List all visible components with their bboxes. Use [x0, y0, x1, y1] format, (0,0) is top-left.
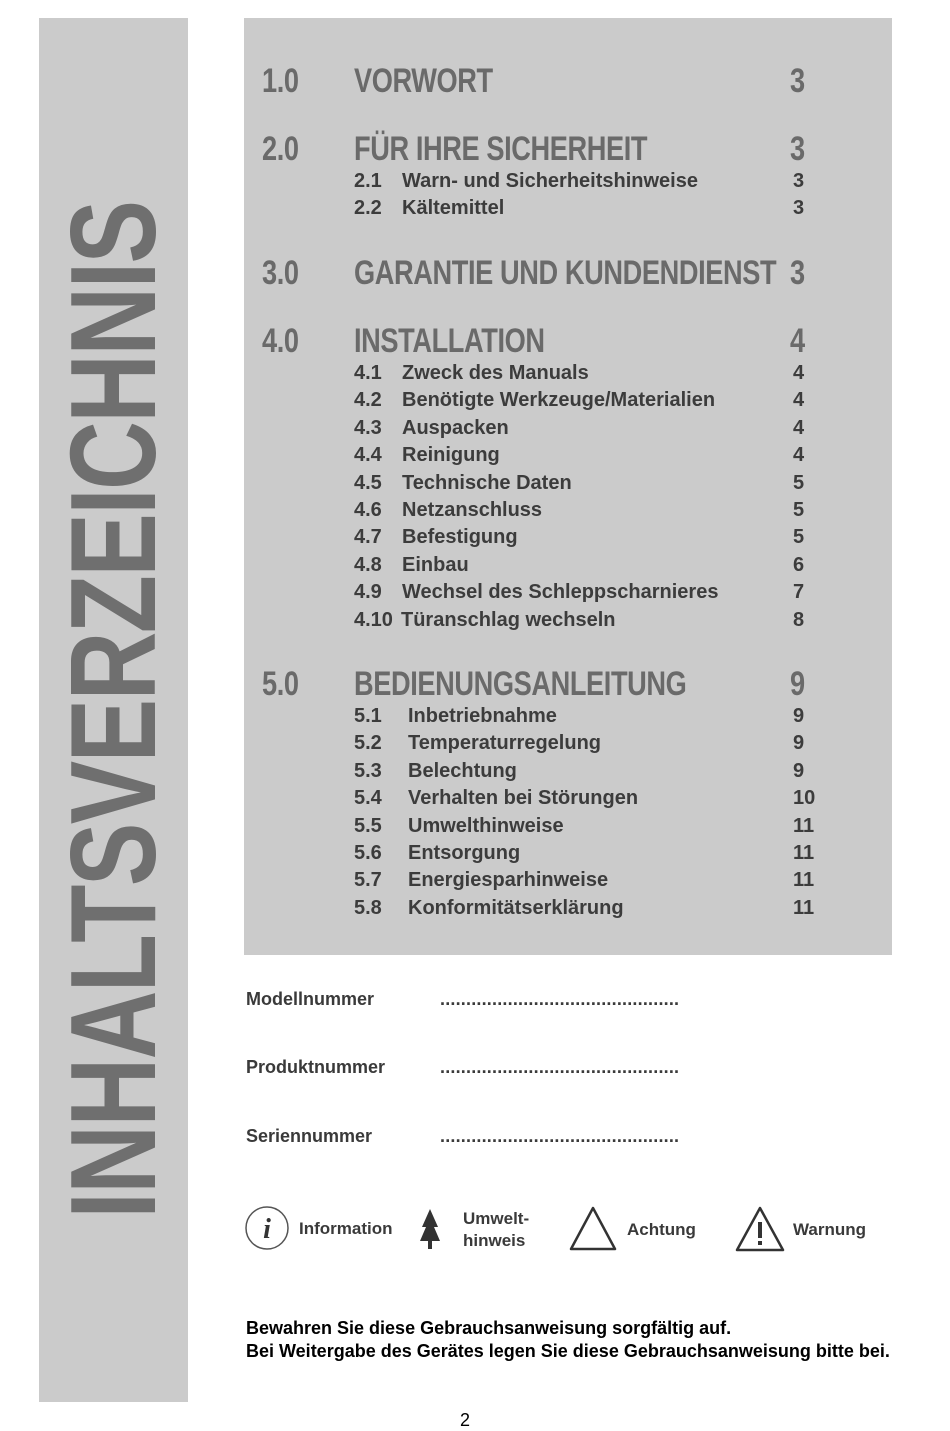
toc-subsection-page: 4 — [793, 416, 805, 439]
toc-subsection — [244, 760, 892, 784]
legend-label: hinweis — [463, 1231, 526, 1250]
field-label: Modellnummer — [246, 989, 375, 1009]
toc-subsection-page: 9 — [793, 759, 805, 782]
toc-subsection-title: Konformitätserklärung — [408, 896, 624, 919]
legend-information — [244, 1205, 404, 1253]
toc-subsection-title: Netzanschluss — [402, 499, 543, 521]
toc-section-page: 9 — [790, 665, 806, 703]
toc-section-number: 4.0 — [262, 322, 299, 360]
toc-section-title: BEDIENUNGSANLEITUNG — [354, 665, 687, 703]
toc-subsection — [244, 609, 892, 633]
field-label: Produktnummer — [246, 1057, 386, 1077]
tree-icon — [418, 1209, 442, 1255]
toc-subsection-title: Belechtung — [408, 759, 517, 782]
toc-subsection-number: 4.2 — [354, 389, 382, 412]
toc-subsection-page: 9 — [793, 705, 805, 727]
toc-subsection-title: Reinigung — [402, 444, 500, 467]
field-label: Seriennummer — [246, 1126, 373, 1146]
legend-caution — [568, 1205, 718, 1253]
toc-section-page: 3 — [790, 130, 806, 168]
toc-section-title: INSTALLATION — [354, 322, 545, 360]
vertical-title: INHALTSVERZEICHNIS — [45, 201, 181, 1219]
toc-subsection-page: 9 — [793, 732, 805, 755]
legend-warning — [734, 1205, 884, 1253]
toc-subsection — [244, 897, 892, 921]
toc-subsection — [244, 170, 892, 194]
toc-subsection-page: 3 — [793, 170, 805, 192]
toc-subsection-number: 4.7 — [354, 526, 382, 549]
toc-subsection-title: Warn- und Sicherheitshinweise — [402, 170, 698, 192]
toc-subsection-page: 10 — [793, 787, 816, 810]
table-of-contents — [244, 18, 892, 955]
toc-subsection — [244, 472, 892, 496]
toc-subsection-number: 4.10 — [354, 608, 393, 631]
toc-subsection-title: Energiesparhinweise — [408, 869, 609, 892]
toc-subsection-title: Einbau — [402, 553, 469, 576]
legend-environment — [418, 1205, 548, 1253]
toc-subsection-title: Zweck des Manuals — [402, 362, 589, 384]
toc-subsection — [244, 787, 892, 811]
toc-section-1-0 — [244, 62, 892, 102]
toc-subsection — [244, 815, 892, 839]
toc-subsection — [244, 444, 892, 468]
note-line: Bewahren Sie diese Gebrauchsanweisung sorgfältig auf. — [246, 1318, 732, 1338]
toc-subsection-page: 5 — [793, 526, 805, 549]
toc-subsection-number: 5.1 — [354, 705, 382, 727]
toc-subsection-page: 4 — [793, 362, 805, 384]
toc-subsection-page: 3 — [793, 197, 805, 220]
svg-text:i: i — [263, 1214, 271, 1245]
toc-subsection-title: Türanschlag wechseln — [401, 608, 616, 631]
toc-subsection-page: 6 — [793, 553, 805, 576]
toc-subsection — [244, 417, 892, 441]
toc-section-5-0 — [244, 665, 892, 705]
toc-subsection-number: 5.3 — [354, 759, 382, 782]
toc-subsection — [244, 389, 892, 413]
toc-section-page: 4 — [790, 322, 806, 360]
toc-subsection-number: 4.4 — [354, 444, 382, 467]
toc-subsection — [244, 362, 892, 386]
field-dots: .............................................. — [440, 1126, 680, 1146]
toc-subsection — [244, 554, 892, 578]
toc-section-title: GARANTIE UND KUNDENDIENST — [354, 254, 777, 292]
toc-subsection-number: 4.5 — [354, 471, 382, 494]
toc-subsection-number: 4.9 — [354, 581, 382, 604]
note-line: Bei Weitergabe des Gerätes legen Sie diese Gebrauchsanweisung bitte bei. — [246, 1341, 890, 1361]
toc-subsection-number: 5.2 — [354, 732, 382, 755]
toc-subsection-title: Verhalten bei Störungen — [408, 787, 639, 810]
toc-subsection-page: 4 — [793, 444, 805, 467]
toc-subsection-number: 5.8 — [354, 896, 382, 919]
toc-subsection-title: Befestigung — [402, 526, 518, 549]
toc-section-3-0 — [244, 254, 892, 294]
toc-subsection-title: Auspacken — [402, 416, 509, 439]
toc-subsection — [244, 197, 892, 221]
toc-subsection — [244, 869, 892, 893]
toc-subsection-number: 5.4 — [354, 787, 382, 810]
toc-section-number: 5.0 — [262, 665, 299, 703]
toc-subsection-number: 2.1 — [354, 170, 382, 192]
field-dots: .............................................. — [440, 1057, 680, 1077]
toc-section-2-0 — [244, 130, 892, 170]
toc-subsection — [244, 581, 892, 605]
legend-label: Achtung — [627, 1220, 696, 1239]
toc-subsection-title: Inbetriebnahme — [408, 705, 557, 727]
toc-subsection-title: Temperaturregelung — [408, 732, 601, 755]
toc-subsection-page: 11 — [793, 842, 815, 864]
legend-label: Umwelt- — [463, 1209, 530, 1228]
toc-section-page: 3 — [790, 254, 806, 292]
toc-section-number: 3.0 — [262, 254, 299, 292]
toc-subsection — [244, 842, 892, 866]
toc-subsection — [244, 705, 892, 729]
field-dots: .............................................. — [440, 989, 680, 1009]
toc-section-number: 1.0 — [262, 62, 299, 100]
toc-subsection-page: 11 — [793, 814, 815, 837]
toc-subsection-title: Technische Daten — [402, 471, 572, 494]
toc-subsection-number: 5.6 — [354, 842, 382, 864]
toc-section-4-0 — [244, 322, 892, 362]
toc-subsection-number: 4.1 — [354, 362, 382, 384]
toc-subsection-page: 5 — [793, 499, 805, 521]
legend-label: Information — [299, 1219, 393, 1238]
page-number: 2 — [460, 1410, 471, 1430]
caution-triangle-icon — [568, 1205, 618, 1251]
toc-subsection-title: Wechsel des Schleppscharnieres — [402, 581, 719, 604]
info-icon — [244, 1205, 290, 1251]
toc-subsection-page: 4 — [793, 389, 805, 412]
warning-icon — [734, 1205, 786, 1253]
toc-subsection — [244, 526, 892, 550]
toc-subsection-page: 8 — [793, 608, 805, 631]
toc-section-title: FÜR IHRE SICHERHEIT — [354, 130, 648, 168]
storage-note — [246, 1317, 906, 1363]
toc-subsection-page: 7 — [793, 581, 805, 604]
toc-subsection-title: Benötigte Werkzeuge/Materialien — [402, 389, 716, 412]
legend-label: Warnung — [793, 1220, 867, 1239]
toc-subsection-number: 4.6 — [354, 499, 382, 521]
toc-subsection-number: 5.5 — [354, 814, 382, 837]
toc-subsection-title: Kältemittel — [402, 197, 505, 220]
toc-subsection-page: 5 — [793, 471, 805, 494]
toc-subsection-page: 11 — [793, 896, 815, 919]
toc-section-page: 3 — [790, 62, 806, 100]
toc-subsection-page: 11 — [793, 869, 815, 892]
toc-subsection-number: 5.7 — [354, 869, 382, 892]
toc-subsection-title: Umwelthinweise — [408, 814, 564, 837]
toc-section-title: VORWORT — [354, 62, 493, 100]
toc-subsection-number: 4.3 — [354, 416, 382, 439]
toc-subsection — [244, 499, 892, 523]
toc-subsection-number: 4.8 — [354, 553, 382, 576]
toc-subsection-title: Entsorgung — [408, 842, 521, 864]
toc-subsection-number: 2.2 — [354, 197, 382, 220]
toc-section-number: 2.0 — [262, 130, 299, 168]
toc-subsection — [244, 732, 892, 756]
